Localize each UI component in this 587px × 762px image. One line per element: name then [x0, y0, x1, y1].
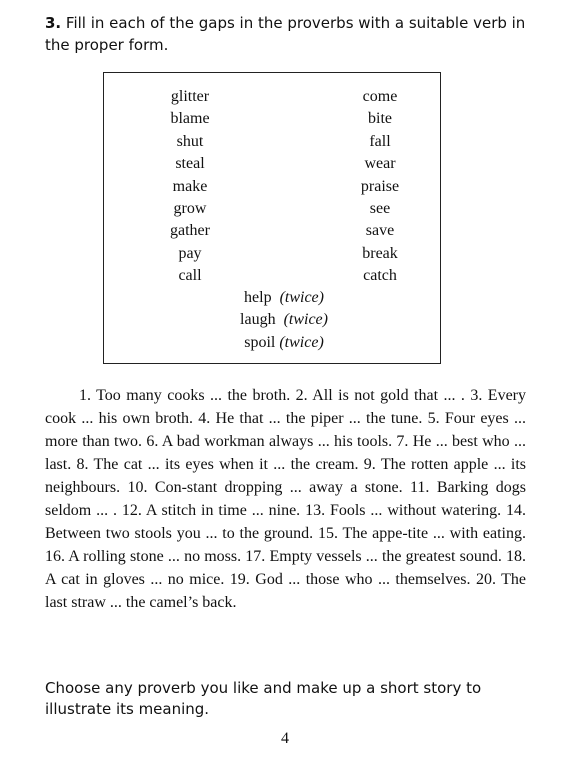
- word: laugh: [240, 311, 276, 329]
- word-item: blame: [170, 110, 210, 128]
- task-text: Fill in each of the gaps in the proverbs with a suitable verb in the proper form.: [45, 14, 526, 54]
- proverbs-paragraph: [45, 384, 526, 614]
- word-item-twice: [214, 309, 354, 331]
- word-note: (twice): [279, 333, 324, 351]
- word-item: come: [362, 88, 398, 105]
- word-note: (twice): [279, 289, 324, 306]
- word-column-center: [214, 287, 354, 354]
- page-number: 4: [281, 730, 289, 747]
- word-item: steal: [175, 155, 205, 173]
- word: help: [244, 289, 272, 306]
- word-item: wear: [364, 155, 396, 173]
- word: spoil: [244, 333, 276, 351]
- instruction-text: Choose any proverb you like and make up a short story to illustrate its meaning.: [45, 679, 482, 718]
- word-column-right: [340, 86, 420, 288]
- word-item: fall: [369, 132, 391, 150]
- word-item: catch: [363, 267, 397, 285]
- word-item-twice: [214, 332, 354, 354]
- word-item: grow: [173, 199, 207, 217]
- word-note: (twice): [283, 311, 328, 329]
- proverbs-text: 1. Too many cooks ... the broth. 2. All is not gold that ... . 3. Every cook ... his own broth. 4. He that ... the piper ... the tune. 5. Four eyes ... more than two. 6. A bad workman always ... his tools. 7. He ... best who ... last. 8. The cat ... its eyes when it ... the cream. 9. The rotten apple ... its neighbours. 10. Con-stant dropping ... away a stone. 11. Barking dogs seldom ... . 12. A stitch in time ... nine. 13. Fools ... without watering. 14. Between two stools you ... to the ground. 15. The appe-tite ... with eating. 16. A rolling stone ... no moss. 17. Empty vessels ... the greatest sound. 18. A cat in gloves ... no mice. 19. God ... those who ... themselves. 20. The last straw ... the camel’s back.: [45, 387, 526, 611]
- word-item: bite: [368, 110, 392, 128]
- word-item: make: [172, 177, 208, 195]
- word-item: shut: [176, 132, 204, 150]
- word-item: praise: [360, 177, 400, 195]
- word-item: save: [365, 222, 395, 240]
- word-item: gather: [170, 222, 210, 240]
- word-item: break: [362, 244, 398, 262]
- word-item-twice: [214, 287, 354, 309]
- word-item: call: [178, 267, 202, 285]
- word-item: see: [369, 199, 391, 217]
- task-number: 3.: [45, 14, 62, 32]
- word-box: [103, 72, 441, 364]
- task-heading: [45, 12, 545, 56]
- word-column-left: [150, 86, 230, 288]
- word-item: glitter: [170, 88, 210, 105]
- word-item: pay: [178, 244, 202, 262]
